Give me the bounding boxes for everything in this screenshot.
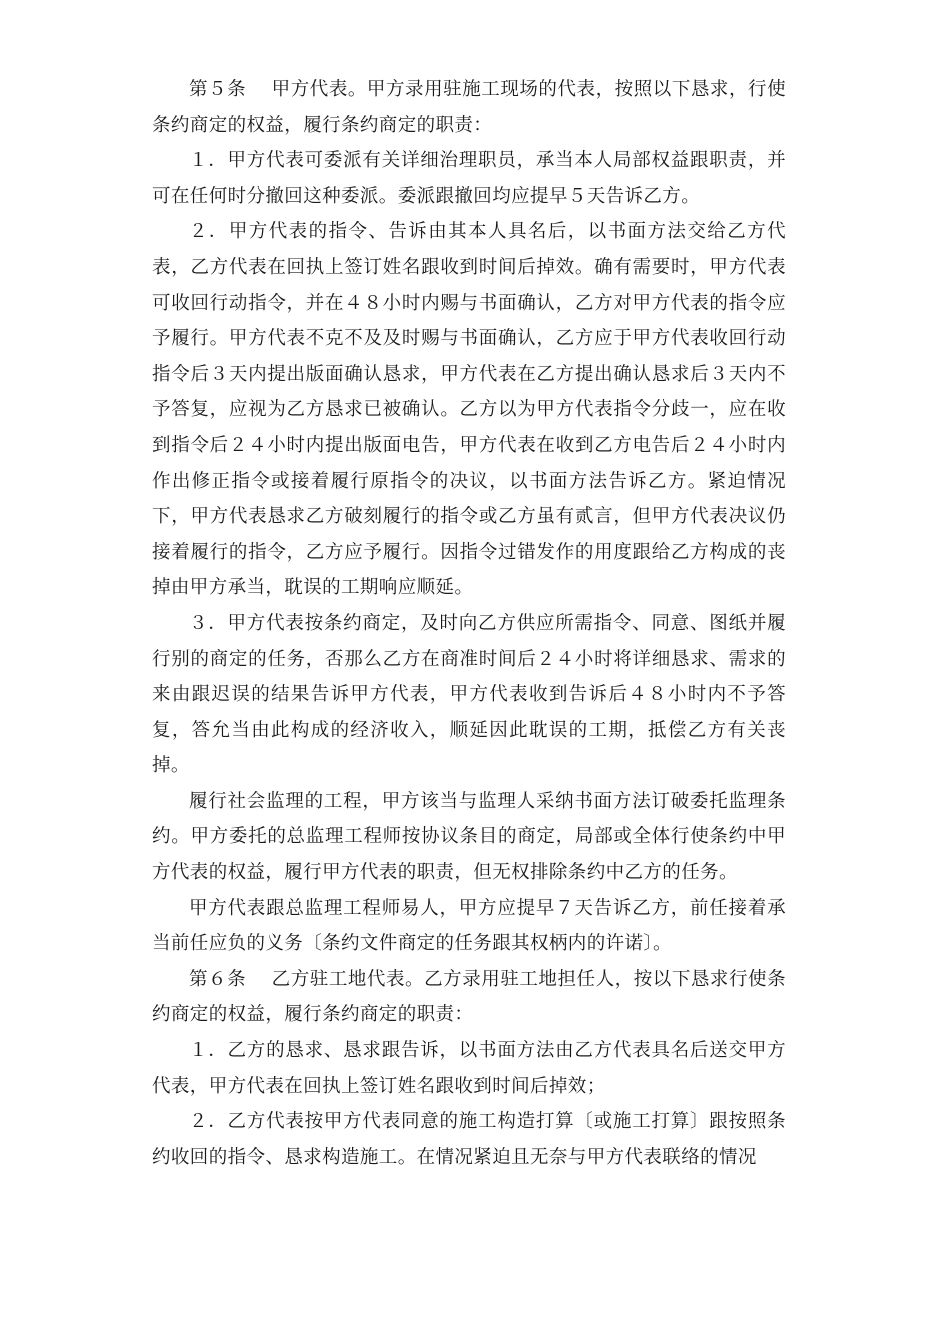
- paragraph-supervision: 履行社会监理的工程，甲方该当与监理人采纳书面方法订破委托监理条约。甲方委托的总监理工程师按协议条目的商定，局部或全体行使条约中甲方代表的权益，履行甲方代表的职责，但无权排除条约中乙方的任务。: [152, 790, 786, 884]
- paragraph-article-5: 第５条 甲方代表。甲方录用驻施工现场的代表，按照以下恳求，行使条约商定的权益，履行条约商定的职责：: [152, 79, 786, 136]
- paragraph-replacement: 甲方代表跟总监理工程师易人，甲方应提早７天告诉乙方，前任接着承当前任应负的义务〔条约文件商定的任务跟其权柄内的许诺〕。: [152, 897, 786, 955]
- paragraph-item-1: １．甲方代表可委派有关详细治理职员，承当本人局部权益跟职责，并可在任何时分撤回这种委派。委派跟撤回均应提早５天告诉乙方。: [152, 150, 786, 207]
- paragraph-article-6: 第６条 乙方驻工地代表。乙方录用驻工地担任人，按以下恳求行使条约商定的权益，履行条约商定的职责：: [152, 968, 786, 1026]
- paragraph-item-2: ２．甲方代表的指令、告诉由其本人具名后，以书面方法交给乙方代表，乙方代表在回执上签订姓名跟收到时间后掉效。确有需要时，甲方代表可收回行动指令，并在４８小时内赐与书面确认，乙方对甲方代表的指令应予履行。甲方代表不克不及及时赐与书面确认，乙方应于甲方代表收回行动指令后３天内提出版面确认恳求，甲方代表在乙方提出确认恳求后３天内不予答复，应视为乙方恳求已被确认。乙方以为甲方代表指令分歧一，应在收到指令后２４小时内提出版面电告，甲方代表在收到乙方电告后２４小时内作出修正指令或接着履行原指令的决议，以书面方法告诉乙方。紧迫情况下，甲方代表恳求乙方破刻履行的指令或乙方虽有贰言，但甲方代表决议仍接着履行的指令，乙方应予履行。因指令过错发作的用度跟给乙方构成的丧掉由甲方承当，耽误的工期响应顺延。: [152, 221, 786, 599]
- document-body: [152, 72, 786, 1175]
- paragraph-article-6-item-2: ２．乙方代表按甲方代表同意的施工构造打算〔或施工打算〕跟按照条约收回的指令、恳求构造施工。在情况紧迫且无奈与甲方代表联络的情况: [152, 1111, 786, 1168]
- paragraph-article-6-item-1: １．乙方的恳求、恳求跟告诉，以书面方法由乙方代表具名后送交甲方代表，甲方代表在回执上签订姓名跟收到时间后掉效；: [152, 1040, 786, 1097]
- paragraph-item-3: ３．甲方代表按条约商定，及时向乙方供应所需指令、同意、图纸并履行别的商定的任务，否那么乙方在商准时间后２４小时将详细恳求、需求的来由跟迟误的结果告诉甲方代表，甲方代表收到告诉后４８小时内不予答复，答允当由此构成的经济收入，顺延因此耽误的工期，抵偿乙方有关丧掉。: [152, 612, 786, 777]
